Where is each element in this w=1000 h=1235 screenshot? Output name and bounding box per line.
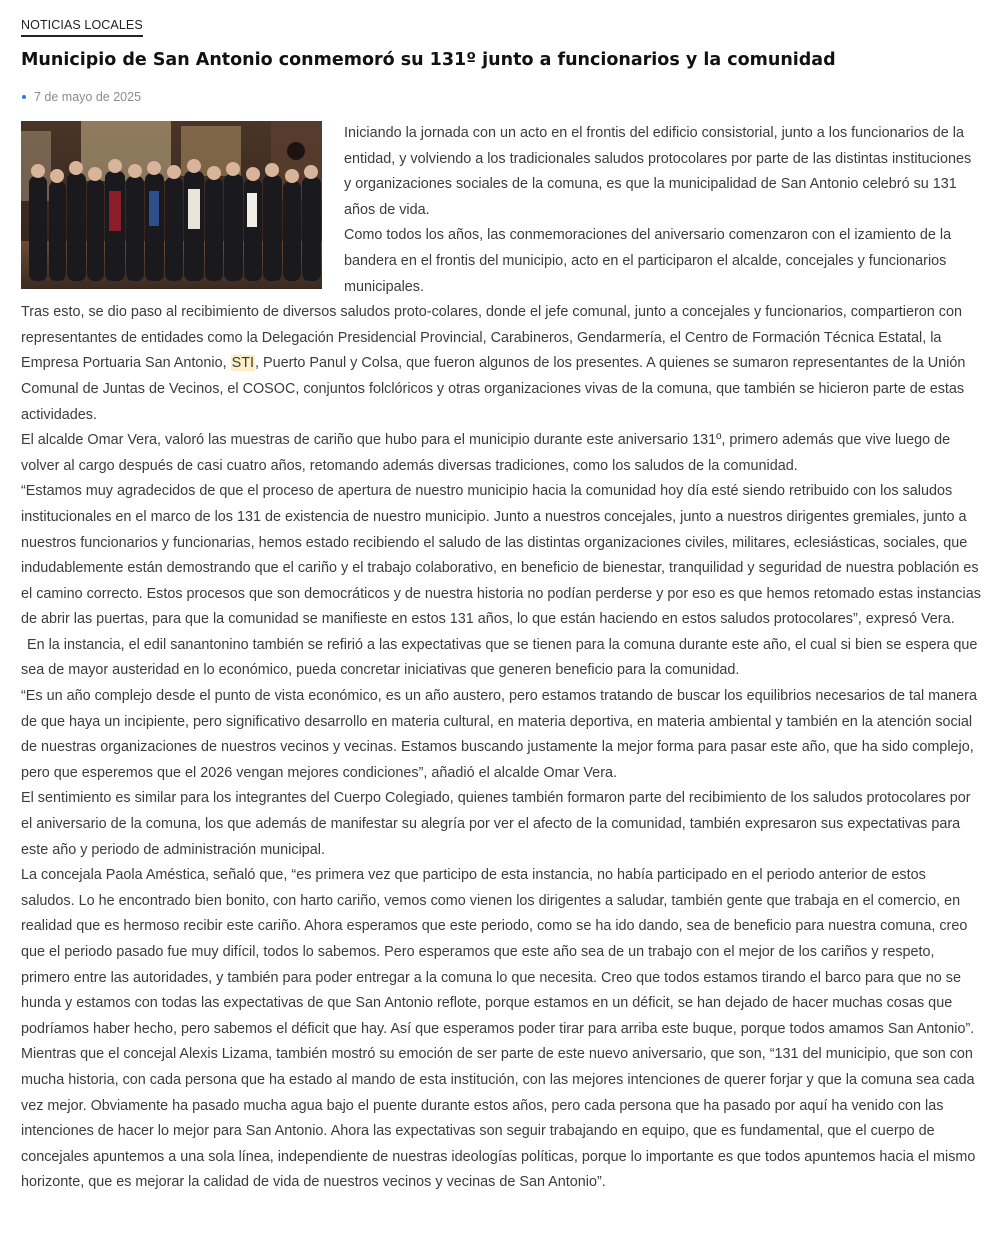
article-body — [21, 121, 981, 1196]
article-container — [21, 16, 981, 1196]
paragraph-3-text-a: Tras esto, se dio paso al recibimiento de diversos saludos proto-colares, donde el jefe comunal, junto a concejales y funcionarios, compartieron con representantes de entidades como la Delegación Presidencial Provincial, Carabineros, Gendarmería, el Centro de Formación Técnica Estatal, la Empresa Portuaria San Antonio, — [21, 304, 962, 372]
publish-date: 7 de mayo de 2025 — [34, 90, 142, 104]
article-title: Municipio de San Antonio conmemoró su 131º junto a funcionarios y la comunidad — [21, 50, 836, 70]
paragraph-6: En la instancia, el edil sanantonino también se refirió a las expectativas que se tienen para la comuna durante este año, el cual si bien se espera que sea de mayor austeridad en lo económico, pueda concretar iniciativas que generen beneficio para la comunidad. — [21, 636, 978, 679]
paragraph-3 — [21, 300, 981, 428]
paragraph-10: Mientras que el concejal Alexis Lizama, también mostró su emoción de ser parte de este nuevo aniversario, que son, “131 del municipio, que son con mucha historia, con cada persona que ha estado al mando de esta institución, con las mejores intenciones de querer forjar y que la comuna sea cada vez mejor. Obviamente ha pasado mucha agua bajo el puente durante estos años, pero cada persona que ha pasado por aquí ha venido con las intenciones de hacer lo mejor para San Antonio. Ahora las expectativas son seguir trabajando en equipo, que es fundamental, que el cuerpo de concejales apuntemos a una sola línea, independiente de nuestras ideologías políticas, porque lo importante es que todos apuntemos hacia el mismo horizonte, que es mejorar la calidad de vida de nuestros vecinos y vecinas de San Antonio”. — [21, 1046, 976, 1191]
highlighted-term[interactable]: STI — [231, 355, 254, 372]
paragraph-2: Como todos los años, las conmemoraciones del aniversario comenzaron con el izamiento de la bandera en el frontis del municipio, acto en el participaron el alcalde, concejales y funcionarios municipales. — [344, 227, 952, 295]
article-meta — [21, 87, 981, 107]
paragraph-7: “Es un año complejo desde el punto de vista económico, es un año austero, pero estamos tratando de buscar los equilibrios necesarios de tal manera de que haya un incipiente, pero significativo desarrollo en materia cultural, en materia deportiva, en materia ambiental y también en la atención social de nuestras organizaciones de nuestros vecinos y vecinas. Estamos buscando justamente la mejor forma para pasar este año, que ha sido complejo, pero que esperemos que el 2026 vengan mejores condiciones”, añadió el alcalde Omar Vera. — [21, 688, 977, 781]
paragraph-5: “Estamos muy agradecidos de que el proceso de apertura de nuestro municipio hacia la comunidad hoy día esté siendo retribuido con los saludos institucionales en el marco de los 131 de existencia de nuestro municipio. Junto a nuestros concejales, junto a nuestros dirigentes gremiales, junto a nuestros funcionarios y funcionarias, hemos estado recibiendo el saludo de las distintas organizaciones civiles, militares, eclesiásticas, sociales, que indudablemente están demostrando que el cariño y el trabajo colaborativo, en beneficio de bienestar, tranquilidad y seguridad de nuestra población es el camino correcto. Estos procesos que son democráticos y de nuestra historia no podían perderse y por eso es que hemos retomado estas instancias de abrir las puertas, para que la comunidad se manifieste en estos 131 años, lo que están haciendo en estos saludos protocolares”, expresó Vera. — [21, 483, 981, 628]
group-photo-image — [21, 121, 322, 289]
paragraph-8: El sentimiento es similar para los integrantes del Cuerpo Colegiado, quienes también formaron parte del recibimiento de los saludos protocolares por el aniversario de la comuna, los que además de manifestar su alegría por ver el afecto de la comunidad, también expresaron sus expectativas para este año y periodo de administración municipal. — [21, 790, 971, 858]
paragraph-4: El alcalde Omar Vera, valoró las muestras de cariño que hubo para el municipio durante este aniversario 131º, primero además que vive luego de volver al cargo después de casi cuatro años, retomando además diversas tradiciones, como los saludos de la comunidad. — [21, 432, 951, 474]
paragraph-3-text-b: , Puerto Panul y Colsa, que fueron algunos de los presentes. A quienes se sumaron representantes de la Unión Comunal de Juntas de Vecinos, el COSOC, conjuntos folclóricos y otras organizaciones vivas de la comuna, que también se hicieron parte de estas actividades. — [21, 355, 966, 423]
category-link[interactable]: NOTICIAS LOCALES — [21, 18, 143, 37]
article-photo[interactable] — [21, 121, 322, 289]
paragraph-9: La concejala Paola Améstica, señaló que, “es primera vez que participo de esta instancia, no había participado en el periodo anterior de estos saludos. Lo he encontrado bien bonito, con harto cariño, vemos como vienen los dirigentes a saludar, también gente que trabaja en el comercio, en realidad que es hermoso recibir este cariño. Ahora esperamos que este periodo, como se ha ido dando, sea de beneficio para nuestra comuna, creo que el periodo pasado fue muy difícil, todos lo sabemos. Pero esperamos que este año sea de un trabajo con el mejor de los cariños y respeto, primero entre las autoridades, y también para poder entregar a la comuna lo que necesita. Creo que todos estamos tirando el barco para que no se hunda y estamos con todas las expectativas de que San Antonio reflote, porque estamos en un déficit, se han dejado de hacer muchas cosas que podríamos haber hecho, pero sabemos el déficit que hay. Así que esperamos poder tirar para arriba este buque, porque todos amamos San Antonio”. — [21, 867, 975, 1037]
bullet-dot-icon — [22, 95, 26, 99]
paragraph-1: Iniciando la jornada con un acto en el frontis del edificio consistorial, junto a los funcionarios de la entidad, y volviendo a los tradicionales saludos protocolares por parte de las distintas instituciones y organizaciones sociales de la comuna, es que la municipalidad de San Antonio celebró su 131 años de vida. — [344, 125, 972, 218]
